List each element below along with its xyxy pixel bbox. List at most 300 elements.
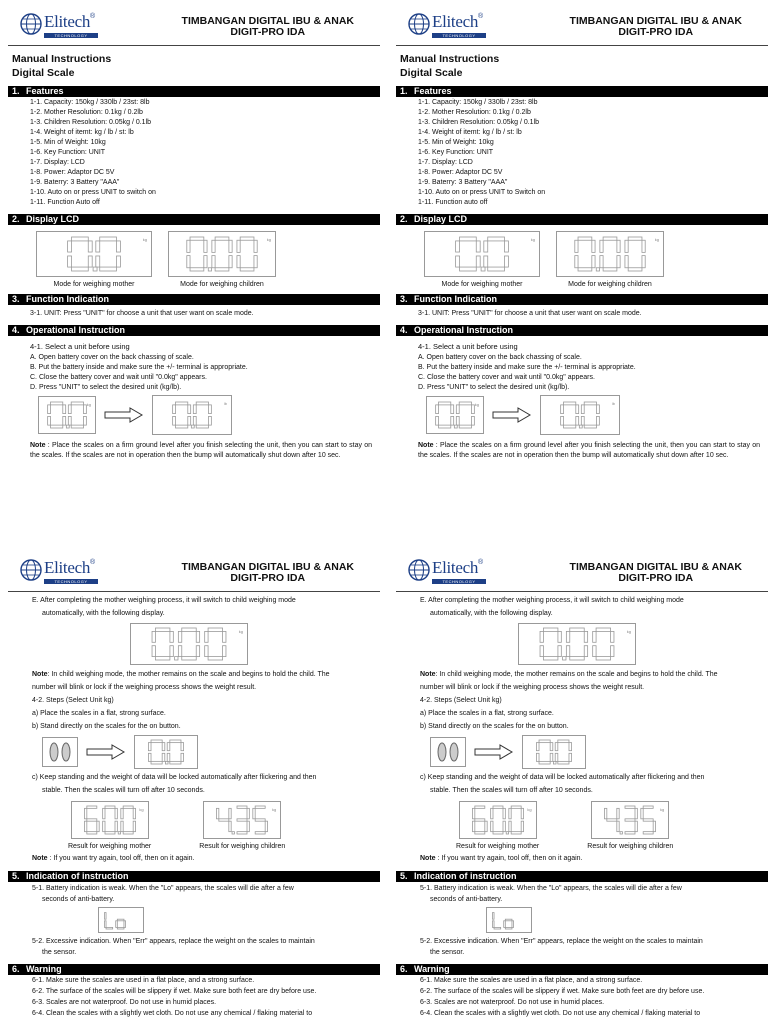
header-title	[182, 562, 354, 584]
lcd-segment	[471, 416, 474, 425]
footprint-icon	[430, 737, 466, 767]
brand-name: Elitech	[432, 12, 479, 31]
unit-switch-illustration	[426, 395, 768, 435]
lcd-segment	[254, 256, 257, 268]
lcd-segment	[603, 237, 617, 240]
list-item: 1-3. Children Resolution: 0.05kg / 0.1lb	[418, 119, 540, 126]
list-item: 1-4. Weight of itemt: kg / lb / st: lb	[30, 129, 134, 136]
lcd-segment	[581, 405, 584, 414]
lcd-segment	[505, 927, 512, 929]
note2	[32, 852, 380, 865]
lcd-segment	[151, 761, 162, 764]
arrow-right-icon	[474, 744, 514, 760]
page-header	[396, 10, 768, 46]
lcd-segment	[193, 416, 196, 425]
page-bottom-right	[396, 556, 768, 1024]
lcd-children-caption: Mode for weighing children	[180, 281, 264, 288]
lcd-segment	[558, 631, 561, 642]
section-title: Indication of instruction	[26, 871, 129, 881]
lcd-segment	[102, 808, 104, 818]
lcd-segment	[212, 240, 215, 252]
header-line2: DIGIT-PRO IDA	[618, 572, 694, 584]
elitech-logo	[20, 559, 98, 584]
lcd-segment	[188, 405, 191, 414]
lcd-segment	[511, 806, 521, 808]
lcd-segment	[84, 821, 86, 831]
section-warning-bar	[396, 964, 768, 975]
lcd-segment	[71, 425, 83, 428]
page-top-right	[396, 10, 768, 510]
lcd-segment	[247, 821, 249, 831]
globe-icon	[20, 13, 42, 35]
list-item: 1-5. Min of Weight: 10kg	[418, 139, 494, 146]
list-item: 1-10. Auto on or press UNIT to switch on	[30, 189, 156, 196]
lcd-segment	[253, 808, 255, 818]
lcd-segment	[152, 646, 155, 657]
unit-mark: lb	[611, 401, 615, 406]
unit-mark: kg	[142, 237, 147, 242]
decimal-point	[208, 268, 211, 271]
step-e-line1: E. After completing the mother weighing process, it will switch to child weighing mode	[32, 597, 296, 604]
lcd-segment	[570, 628, 584, 631]
lcd-segment	[476, 256, 480, 267]
lcd-segment	[628, 237, 642, 240]
lcd-standing	[134, 735, 198, 769]
lcd-segment	[459, 425, 471, 428]
lcd-mother-block	[36, 231, 152, 288]
section-title: Operational Instruction	[414, 325, 514, 335]
page-top-left	[8, 10, 380, 510]
lcd-segment	[584, 425, 596, 428]
lcd-segment	[176, 425, 188, 428]
step-b: b) Stand directly on the scales for the on button.	[32, 723, 181, 730]
lcd-segment	[540, 631, 543, 642]
unit-mark: kg	[272, 807, 277, 812]
decimal-point	[596, 268, 599, 271]
seg-digits	[45, 401, 89, 429]
lcd-mother-caption: Mode for weighing mother	[53, 281, 135, 288]
lcd-segment	[474, 832, 484, 834]
lcd-segment	[456, 405, 459, 414]
lcd-segment	[484, 241, 488, 252]
result-mother-caption: Result for weighing mother	[456, 843, 540, 850]
note-label: Note	[32, 671, 48, 678]
lcd-segment	[504, 241, 508, 252]
lcd-segment	[569, 753, 572, 761]
note1-line2: number will blink or lock if the weighing process shows the weight result.	[32, 684, 257, 691]
section-title: Function Indication	[26, 294, 109, 304]
section-title: Indication of instruction	[414, 871, 517, 881]
lcd-segment	[600, 256, 603, 268]
lcd-segment	[72, 267, 89, 271]
lcd-segment	[173, 416, 176, 425]
lcd-segment	[208, 405, 211, 414]
note-body: : Place the scales on a firm ground level after you finish selecting the unit, then you can start to stay on the scales. If the scales are not in operation then the bump will automatically shut down after 10 sec.	[30, 442, 372, 459]
lcd-segment	[205, 646, 208, 657]
lcd-segment	[104, 921, 106, 928]
step-c-line2: stable. Then the scales will turn off after 10 seconds.	[42, 787, 205, 794]
brand-tagline: TECHNOLOGY	[44, 579, 98, 584]
section-number: 3.	[12, 294, 20, 304]
note-label: Note	[30, 442, 46, 449]
lcd-segment	[490, 821, 492, 831]
decimal-point	[579, 425, 582, 428]
lcd-segment	[120, 821, 122, 831]
lcd-segment	[617, 821, 619, 831]
lcd-segment	[492, 913, 494, 920]
lcd-children-block	[556, 231, 664, 288]
section-warning-bar	[8, 964, 380, 975]
lcd-segment	[51, 402, 63, 405]
lcd-segment	[240, 268, 254, 271]
page-header	[8, 10, 380, 46]
lcd-segment	[460, 237, 477, 241]
section-features-bar	[396, 86, 768, 97]
indication-52-line1: 5-2. Excessive indication. When "Err" appears, replace the weight on the scales to maintain	[420, 938, 703, 945]
lcd-before	[38, 396, 96, 434]
lcd-segment	[439, 402, 451, 405]
lcd-child-mode-display	[130, 623, 248, 665]
indication-52-line1: 5-2. Excessive indication. When "Err" appears, replace the weight on the scales to maintain	[32, 938, 315, 945]
seg-digits	[433, 401, 477, 429]
lcd-children-display	[556, 231, 664, 277]
lcd-segment	[628, 268, 642, 271]
step-a: a) Place the scales in a flat, strong surface.	[32, 710, 166, 717]
decimal-point	[93, 267, 97, 271]
lcd-segment	[436, 405, 439, 414]
lcd-segment	[173, 405, 176, 414]
lcd-segment	[100, 237, 117, 241]
lcd-result-children	[591, 801, 669, 839]
lcd-segment	[558, 646, 561, 657]
header-line1: TIMBANGAN DIGITAL IBU & ANAK	[181, 561, 354, 573]
header-line2: DIGIT-PRO IDA	[230, 572, 306, 584]
section-number: 2.	[12, 214, 20, 224]
lcd-segment	[592, 240, 595, 252]
header-line1: TIMBANGAN DIGITAL IBU & ANAK	[569, 15, 742, 27]
lcd-segment	[503, 821, 505, 831]
lcd-segment	[504, 921, 506, 928]
lcd-segment	[575, 256, 578, 268]
lcd-segment	[155, 628, 169, 631]
decimal-point	[191, 425, 194, 428]
lcd-segment	[105, 832, 115, 834]
lcd-segment	[641, 808, 643, 818]
list-item: A. Open battery cover on the back chassing of scale.	[418, 354, 582, 361]
lcd-segment	[488, 237, 505, 241]
lcd-segment	[584, 631, 587, 642]
lcd-segment	[88, 241, 92, 252]
features-list	[30, 98, 380, 208]
seg-digits	[147, 627, 231, 661]
lcd-segment	[575, 240, 578, 252]
result-mother-block	[456, 801, 539, 850]
lcd-segment	[133, 821, 135, 831]
lcd-segment	[190, 268, 204, 271]
lcd-segment	[229, 256, 232, 268]
page-bottom-left	[8, 556, 380, 1024]
lcd-segment	[625, 806, 635, 808]
lcd-segment	[592, 256, 595, 268]
lcd-segment	[561, 416, 564, 425]
lcd-segment	[484, 821, 486, 831]
lcd-segment	[212, 256, 215, 268]
list-item: 1-1. Capacity: 150kg / 330lb / 23st: 8lb	[418, 99, 538, 106]
step-e-line1: E. After completing the mother weighing process, it will switch to child weighing mode	[420, 597, 684, 604]
list-item: D. Press "UNIT" to select the desired unit (kg/lb).	[418, 384, 570, 391]
lcd-segment	[133, 808, 135, 818]
lcd-segment	[607, 819, 617, 821]
lcd-segment	[596, 657, 610, 660]
lcd-segment	[603, 268, 617, 271]
list-item: 1-9. Baterry: 3 Battery "AAA"	[30, 179, 120, 186]
lcd-segment	[193, 405, 196, 414]
lcd-segment	[584, 402, 596, 405]
lcd-before	[426, 396, 484, 434]
lcd-child-mode-display	[518, 623, 636, 665]
lcd-segment	[570, 657, 584, 660]
section-number: 6.	[12, 964, 20, 974]
lcd-segment	[625, 819, 635, 821]
lcd-children-block	[168, 231, 276, 288]
brand-reg: ®	[478, 559, 484, 566]
header-line1: TIMBANGAN DIGITAL IBU & ANAK	[569, 561, 742, 573]
lcd-segment	[72, 237, 89, 241]
seg-digits	[570, 236, 650, 272]
header-line2: DIGIT-PRO IDA	[230, 26, 306, 38]
lcd-segment	[511, 832, 521, 834]
seg-digits	[558, 401, 602, 429]
lcd-segment	[540, 646, 543, 657]
sub-number: 4-1.	[30, 342, 43, 351]
lcd-segment	[196, 631, 199, 642]
lcd-segment	[68, 256, 72, 267]
indication-51-line1: 5-1. Battery indication is weak. When the "Lo" appears, the scales will die after a few	[32, 885, 294, 892]
lcd-segment	[178, 631, 181, 642]
brand-name: Elitech	[432, 558, 479, 577]
section-function-bar	[8, 294, 380, 305]
lcd-segment	[566, 646, 569, 657]
unit-mark: kg	[626, 629, 631, 634]
warning-62: 6-2. The surface of the scales will be slippery if wet. Make sure both feet are dry before use.	[32, 988, 317, 995]
lcd-segment	[102, 821, 104, 831]
decimal-point	[481, 267, 485, 271]
steps-list	[418, 353, 768, 393]
lcd-segment	[576, 416, 579, 425]
list-item: B. Put the battery inside and make sure the +/- terminal is appropriate.	[30, 364, 248, 371]
lcd-segment	[558, 740, 569, 743]
decimal-point	[506, 832, 508, 834]
header-title	[182, 16, 354, 38]
lcd-segment	[196, 425, 208, 428]
lcd-segment	[564, 402, 576, 405]
indication-52-line2: the sensor.	[42, 949, 77, 956]
list-item: 1-7. Display: LCD	[30, 159, 85, 166]
lcd-segment	[436, 416, 439, 425]
lcd-segment	[96, 256, 100, 267]
lcd-segment	[223, 631, 226, 642]
intro-title	[400, 52, 768, 80]
note-label: Note	[418, 442, 434, 449]
lcd-segment	[642, 240, 645, 252]
lcd-segment	[643, 832, 653, 834]
seg-digits	[452, 236, 512, 272]
note1-line1	[32, 668, 380, 681]
warning-64: 6-4. Clean the scales with a slightly wet cloth. Do not use any chemical / flaking material to	[420, 1010, 701, 1017]
note2	[420, 852, 768, 865]
lcd-segment	[237, 806, 247, 808]
lcd-segment	[451, 416, 454, 425]
header-line1: TIMBANGAN DIGITAL IBU & ANAK	[181, 15, 354, 27]
list-item: C. Close the battery cover and wait until "0.0kg" appears.	[418, 374, 595, 381]
lcd-segment	[84, 808, 86, 818]
list-item: A. Open battery cover on the back chassing of scale.	[30, 354, 194, 361]
list-item: 1-2. Mother Resolution: 0.1kg / 0.2lb	[418, 109, 531, 116]
lcd-lo-display	[98, 907, 144, 933]
note-body: : Place the scales on a firm ground level after you finish selecting the unit, then you can start to stay on the scales. If the scales are not in operation then the bump will automatically shut down after 10 sec.	[418, 442, 760, 459]
lcd-segment	[593, 646, 596, 657]
lcd-segment	[581, 416, 584, 425]
note1-line1	[420, 668, 768, 681]
lcd-segment	[255, 806, 265, 808]
section-title: Operational Instruction	[26, 325, 126, 335]
intro-line2: Digital Scale	[12, 67, 75, 79]
section-number: 4.	[400, 325, 408, 335]
lcd-segment	[100, 267, 117, 271]
lcd-segment	[617, 256, 620, 268]
lcd-segment	[265, 821, 267, 831]
lcd-result-mother	[459, 801, 537, 839]
list-item: 1-6. Key Function: UNIT	[30, 149, 106, 156]
result-children-block	[199, 801, 285, 850]
lcd-standing	[522, 735, 586, 769]
decimal-point	[620, 832, 622, 834]
lcd-segment	[555, 753, 558, 761]
brand-name: Elitech	[44, 558, 91, 577]
step-c-line2: stable. Then the scales will turn off after 10 seconds.	[430, 787, 593, 794]
step-c-line1: c) Keep standing and the weight of data will be locked automatically after flickering and then	[420, 774, 705, 781]
lcd-segment	[237, 256, 240, 268]
lcd-segment	[605, 808, 607, 818]
decimal-point	[563, 657, 566, 660]
lcd-children-display	[168, 231, 276, 277]
lcd-segment	[68, 241, 72, 252]
lcd-segment	[217, 808, 219, 818]
intro-line2: Digital Scale	[400, 67, 463, 79]
lcd-segment	[68, 405, 71, 414]
lcd-segment	[196, 646, 199, 657]
lcd-segment	[187, 240, 190, 252]
lcd-segment	[51, 425, 63, 428]
lcd-segment	[155, 657, 169, 660]
decimal-point	[232, 832, 234, 834]
note-body: : In child weighing mode, the mother remains on the scale and begins to hold the child. The	[435, 671, 718, 678]
lcd-segment	[86, 819, 96, 821]
seg-digits	[469, 805, 527, 835]
lcd-segment	[187, 256, 190, 268]
lcd-segment	[521, 808, 523, 818]
lcd-segment	[653, 821, 655, 831]
arrow-right-icon	[86, 744, 126, 760]
lcd-segment	[578, 268, 592, 271]
lcd-segment	[68, 416, 71, 425]
lcd-segment	[584, 646, 587, 657]
result-row	[68, 801, 380, 850]
lcd-segment	[539, 740, 550, 743]
note-text	[418, 441, 760, 461]
lcd-segment	[593, 631, 596, 642]
list-item: 1-10. Auto on or press UNIT to Switch on	[418, 189, 546, 196]
lcd-mother-display	[36, 231, 152, 277]
indication-51-line1: 5-1. Battery indication is weak. When the "Lo" appears, the scales will die after a few	[420, 885, 682, 892]
lcd-segment	[504, 256, 508, 267]
lcd-segment	[472, 808, 474, 818]
elitech-logo	[20, 13, 98, 38]
lcd-segment	[215, 268, 229, 271]
header-line2: DIGIT-PRO IDA	[618, 26, 694, 38]
lcd-segment	[625, 832, 635, 834]
globe-icon	[408, 559, 430, 581]
result-mother-caption: Result for weighing mother	[68, 843, 152, 850]
lcd-segment	[255, 832, 265, 834]
lcd-segment	[617, 240, 620, 252]
lcd-segment	[86, 832, 96, 834]
section-display-bar	[8, 214, 380, 225]
brand-tagline: TECHNOLOGY	[432, 579, 486, 584]
lcd-segment	[116, 921, 118, 928]
globe-icon	[20, 559, 42, 581]
features-list	[418, 98, 768, 208]
section-number: 5.	[400, 871, 408, 881]
lcd-segment	[123, 806, 133, 808]
lcd-segment	[86, 806, 96, 808]
lcd-segment	[182, 657, 196, 660]
section-indication-bar	[396, 871, 768, 882]
section-operational-bar	[8, 325, 380, 336]
sub-text: Select a unit before using	[45, 342, 130, 351]
lcd-segment	[215, 237, 229, 240]
seg-digits	[535, 627, 619, 661]
lcd-segment	[104, 913, 106, 920]
decimal-point	[175, 657, 178, 660]
lcd-segment	[456, 241, 460, 252]
section-number: 2.	[400, 214, 408, 224]
lcd-after	[152, 395, 232, 435]
section-number: 4.	[12, 325, 20, 335]
lcd-display-row	[36, 231, 380, 288]
header-title	[570, 16, 742, 38]
lcd-segment	[83, 416, 86, 425]
seg-digits	[213, 805, 271, 835]
lcd-segment	[596, 416, 599, 425]
warning-64: 6-4. Clean the scales with a slightly wet cloth. Do not use any chemical / flaking material to	[32, 1010, 313, 1017]
lcd-segment	[247, 808, 249, 818]
lcd-segment	[536, 753, 539, 761]
lcd-segment	[254, 240, 257, 252]
lcd-segment	[181, 753, 184, 761]
indication-52-line2: the sensor.	[430, 949, 465, 956]
lcd-segment	[566, 631, 569, 642]
lcd-segment	[240, 237, 254, 240]
lcd-segment	[106, 927, 113, 929]
lcd-result-mother	[71, 801, 149, 839]
note-text	[30, 441, 372, 461]
warning-61: 6-1. Make sure the scales are used in a flat place, and a strong surface.	[32, 977, 255, 984]
result-mother-block	[68, 801, 151, 850]
lcd-segment	[151, 740, 162, 743]
lcd-segment	[643, 806, 653, 808]
list-item: B. Put the battery inside and make sure the +/- terminal is appropriate.	[418, 364, 636, 371]
